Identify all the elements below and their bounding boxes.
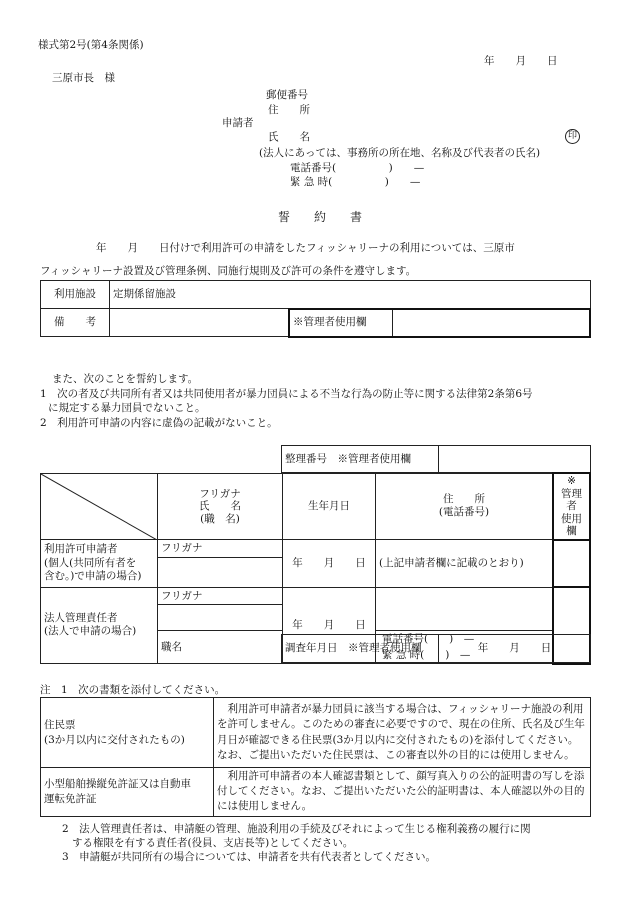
survey-date-label: 調査年月日 ※管理者使用欄 [282,635,439,663]
address-label: 住 所 [268,104,310,116]
reference-number-value[interactable] [439,446,591,473]
individual-birthdate[interactable]: 年 月 日 [283,540,376,587]
corporate-job-title[interactable]: 職名 [158,630,283,663]
remarks-label: 備 考 [41,309,110,337]
individual-furigana[interactable]: フリガナ [158,540,283,557]
applicant-emergency: 緊 急 時( ) — [290,176,421,188]
individual-name[interactable] [158,557,283,587]
note-3: 3 申請艇が共同所有の場合については、申請者を共有代表者としてください。 [62,851,436,863]
attachment-license-desc: 利用許可申請者の本人確認書類として、顔写真入りの公的証明書の写しを添付してください。なお、ご提出いただいた公的証明書は、本人確認以外の目的には使用しません。 [214,768,591,817]
pledge-intro: また、次のことを誓約します。 [52,373,199,385]
pledge-item-1b: に規定する暴力団員でないこと。 [48,402,206,414]
pledge-item-1a: 1 次の者及び共同所有者又は共同使用者が暴力団員による不当な行為の防止等に関する法律第2条第6号 [40,388,533,400]
postal-code-label: 郵便番号 [266,89,308,101]
reference-number-table [281,445,591,473]
header-address: 住 所 (電話番号) [376,473,554,540]
attachments-table [40,697,591,817]
attachment-license: 小型船舶操縦免許証又は自動車 運転免許証 [41,768,214,817]
corporate-address[interactable] [376,587,554,630]
date-line: 年 月 日 [484,55,558,67]
admin-use-value[interactable] [393,309,591,337]
header-name: フリガナ 氏 名 (職 名) [158,473,283,540]
note-2a: 2 法人管理責任者は、申請艇の管理、施設利用の手続及びそれによって生じる権利義務の履行に関 [62,823,531,835]
row-corporate-label: 法人管理責任者 (法人で申請の場合) [41,587,158,664]
corporate-note: (法人にあっては、事務所の所在地、名称及び代表者の氏名) [259,147,541,159]
row-individual-label: 利用許可申請者 (個人(共同所有者を 含む。)で申請の場合) [41,540,158,587]
corporate-emergency[interactable]: 緊 急 時( ) — [376,647,554,664]
individual-address: (上記申請者欄に記載のとおり) [376,540,554,587]
corporate-furigana[interactable]: フリガナ [158,587,283,604]
admin-use-label: ※管理者使用欄 [289,309,393,337]
body-line-1: 年 月 日付けで利用許可の申請をしたフィッシャリーナの利用については、三原市 [96,242,515,254]
facility-table [40,280,591,338]
facility-label: 利用施設 [41,281,110,309]
facility-value: 定期係留施設 [110,281,591,309]
header-admin-use: ※ 管理者 使用欄 [553,473,590,540]
corporate-name[interactable] [158,604,283,630]
addressee: 三原市長 様 [52,72,115,84]
survey-date-value[interactable]: 年 月 日 [439,635,591,663]
seal-icon: 印 [565,128,580,144]
applicant-phone: 電話番号( ) — [290,162,425,174]
form-number: 様式第2号(第4条関係) [38,39,144,51]
corporate-phone[interactable]: 電話番号( ) — [376,630,554,647]
individual-admin-use[interactable] [553,540,590,587]
attachment-residence-certificate: 住民票 (3か月以内に交付されたもの) [41,698,214,768]
header-diagonal-cell [41,473,158,540]
reference-number-label: 整理番号 ※管理者使用欄 [282,446,439,473]
pledge-item-2: 2 利用許可申請の内容に虚偽の記載がないこと。 [40,417,278,429]
survey-date-table [281,634,591,663]
attachment-residence-certificate-desc: 利用許可申請者が暴力団員に該当する場合は、フィッシャリーナ施設の利用を許可しません。このための審査に必要ですので、現在の住所、氏名及び生年月日が確認できる住民票(3か月以内に交付されたもの)を添付してください。なお、ご提出いただいた住民票は、この審査以外の目的には使用しません。 [214,698,591,768]
note-1: 注 1 次の書類を添付してください。 [40,684,226,696]
note-2b: する権限を有する責任者(役員、支店長等)としてください。 [72,837,354,849]
corporate-birthdate[interactable]: 年 月 日 [283,587,376,664]
header-birthdate: 生年月日 [283,473,376,540]
remarks-value[interactable] [110,309,290,337]
name-label: 氏 名 [268,131,310,143]
document-title: 誓 約 書 [278,210,363,224]
body-line-2: フィッシャリーナ設置及び管理条例、同施行規則及び許可の条件を遵守します。 [40,265,417,277]
applicant-label: 申請者 [222,117,254,129]
